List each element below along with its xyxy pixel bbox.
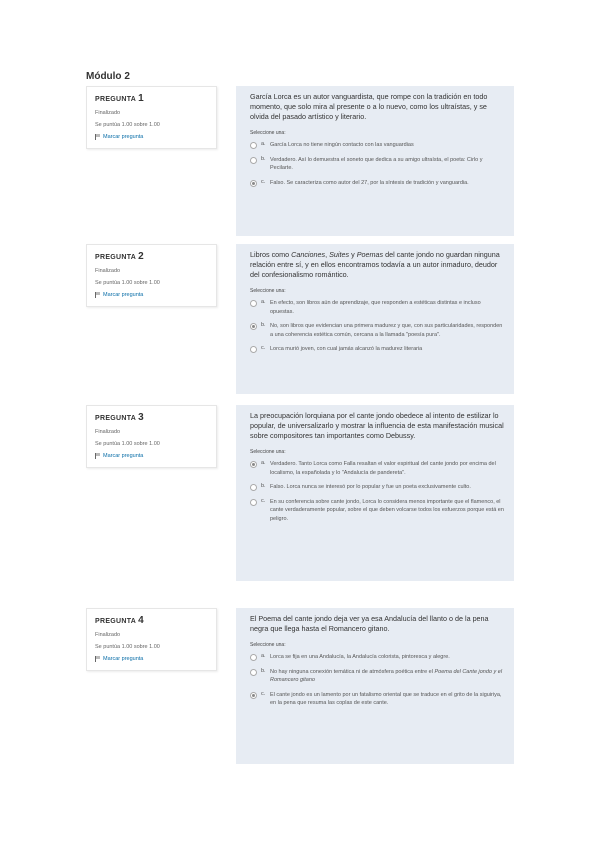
question-status: Finalizado (95, 268, 121, 274)
flag-question-link[interactable] (95, 134, 216, 140)
question-3 (86, 405, 514, 581)
question-title (95, 93, 216, 104)
flag-question-link[interactable] (95, 656, 216, 662)
answer-option-b[interactable] (250, 156, 504, 173)
question-info (86, 608, 217, 671)
select-label: Seleccione una: (250, 642, 286, 648)
question-status: Finalizado (95, 110, 121, 116)
flag-icon (95, 453, 100, 459)
option-text: No, son libros que evidencian una primera madurez y que, con sus particularidades, responden a una coherencia estética común, cercana a la llamada "poesía pura". (270, 323, 503, 338)
flag-question-link[interactable] (95, 292, 216, 298)
flag-icon (95, 292, 100, 298)
option-letter: c. (261, 345, 266, 351)
answer-option-c[interactable] (250, 498, 504, 524)
question-status: Finalizado (95, 429, 121, 435)
radio-button[interactable] (250, 654, 257, 661)
question-info (86, 244, 217, 307)
option-text: No hay ninguna conexión temática ni de atmósfera poética entre el Poema del Cante jondo y el Romancero gitano (270, 668, 503, 683)
question-2 (86, 244, 514, 394)
question-label: PREGUNTA (95, 415, 137, 422)
radio-button[interactable] (250, 499, 257, 506)
option-letter: a. (261, 299, 266, 305)
option-text: Verdadero. Así lo demuestra el soneto que dedica a su amigo ultraísta, el poeta: Cirlo y Pecilarte. (270, 156, 483, 171)
question-text: García Lorca es un autor vanguardista, que rompe con la tradición en todo momento, que solo mira al presente o a lo nuevo, como los ultraístas, y se olvida del pasado artístico y literario. (250, 92, 488, 121)
option-text: Lorca se fija en una Andalucía, la Andalucía colorista, pintoresca y alegre. (270, 654, 450, 660)
question-score: Se puntúa 1.00 sobre 1.00 (95, 644, 160, 650)
answer-option-b[interactable] (250, 668, 504, 685)
option-letter: b. (261, 322, 266, 328)
select-label: Seleccione una: (250, 449, 286, 455)
option-letter: b. (261, 667, 266, 674)
question-score: Se puntúa 1.00 sobre 1.00 (95, 122, 160, 128)
question-content (236, 86, 514, 236)
question-content (236, 608, 514, 764)
question-content (236, 244, 514, 394)
option-letter: a. (261, 460, 266, 466)
question-number: 3 (138, 412, 145, 423)
select-label: Seleccione una: (250, 130, 286, 136)
option-letter: b. (261, 483, 266, 489)
radio-button[interactable] (250, 323, 257, 330)
flag-label: Marcar pregunta (103, 453, 144, 459)
option-letter: c. (261, 690, 266, 697)
question-title (95, 251, 216, 262)
answer-option-a[interactable] (250, 460, 504, 477)
answer-option-b[interactable] (250, 483, 504, 492)
question-status: Finalizado (95, 632, 121, 638)
option-text: En su conferencia sobre cante jondo, Lorca lo considera menos importante que el flamenco, el cante verdaderamente popular, sobre el que deben volcarse todos los esfuerzos porque está en peligro. (270, 498, 504, 522)
radio-button[interactable] (250, 669, 257, 676)
radio-button[interactable] (250, 142, 257, 149)
option-text: El cante jondo es un lamento por un fatalismo oriental que se traduce en el grito de la siguiriya, en la pena que resuma las coplas de este cante. (270, 691, 502, 706)
question-text: Libros como Canciones, Suites y Poemas del cante jondo no guardan ninguna relación entre sí, y en ellos encontramos todavía a un autor inmaduro, deudor del confesionalismo romántico. (250, 250, 500, 279)
radio-button[interactable] (250, 461, 257, 468)
select-label: Seleccione una: (250, 288, 286, 294)
radio-button[interactable] (250, 300, 257, 307)
flag-icon (95, 656, 100, 662)
radio-button[interactable] (250, 180, 257, 187)
radio-button[interactable] (250, 484, 257, 491)
radio-button[interactable] (250, 346, 257, 353)
question-info (86, 86, 217, 149)
question-4 (86, 608, 514, 764)
answer-option-a[interactable] (250, 653, 504, 662)
question-text: El Poema del cante jondo deja ver ya esa Andalucía del llanto o de la pena negra que llega hasta el Romancero gitano. (250, 614, 489, 633)
flag-question-link[interactable] (95, 453, 216, 459)
question-title (95, 615, 216, 626)
option-text: Falso. Lorca nunca se interesó por lo popular y fue un poeta exclusivamente culto. (270, 484, 471, 490)
radio-button[interactable] (250, 692, 257, 699)
option-letter: c. (261, 178, 266, 185)
question-title (95, 412, 216, 423)
question-1 (86, 86, 514, 236)
option-text: Lorca murió joven, con cual jamás alcanzó la madurez literaria (270, 346, 423, 352)
answer-option-a[interactable] (250, 299, 504, 316)
option-letter: a. (261, 141, 266, 147)
answer-option-c[interactable] (250, 179, 504, 188)
question-content (236, 405, 514, 581)
question-label: PREGUNTA (95, 618, 137, 625)
question-label: PREGUNTA (95, 96, 137, 103)
option-letter: b. (261, 155, 266, 162)
flag-label: Marcar pregunta (103, 656, 144, 662)
option-letter: a. (261, 653, 266, 659)
question-info (86, 405, 217, 468)
option-text: Verdadero. Tanto Lorca como Falla resaltan el valor espiritual del cante jondo por encima del localismo, la españolada y lo "Andalucía de pandereta". (270, 461, 496, 476)
question-number: 1 (138, 93, 145, 104)
question-label: PREGUNTA (95, 254, 137, 261)
option-text: Falso. Se caracteriza como autor del 27, por la síntesis de tradición y vanguardia. (270, 179, 469, 186)
question-number: 4 (138, 615, 145, 626)
question-text: La preocupación lorquiana por el cante jondo obedece al intento de estilizar lo popular, de universalizarlo y mostrar la influencia de esta manifestación musical sobre compositores tan importantes como Debussy. (250, 411, 504, 440)
flag-icon (95, 134, 100, 140)
option-text: En efecto, son libros aún de aprendizaje, que responden a estéticas distintas e incluso opuestas. (270, 300, 481, 315)
radio-button[interactable] (250, 157, 257, 164)
question-score: Se puntúa 1.00 sobre 1.00 (95, 280, 160, 286)
module-title: Módulo 2 (86, 71, 130, 82)
flag-label: Marcar pregunta (103, 134, 144, 140)
flag-label: Marcar pregunta (103, 292, 144, 298)
question-score: Se puntúa 1.00 sobre 1.00 (95, 441, 160, 447)
question-number: 2 (138, 251, 145, 262)
answer-option-a[interactable] (250, 141, 504, 150)
option-text: García Lorca no tiene ningún contacto con las vanguardias (270, 142, 414, 148)
answer-option-b[interactable] (250, 322, 504, 339)
answer-option-c[interactable] (250, 691, 504, 708)
answer-option-c[interactable] (250, 345, 504, 354)
option-letter: c. (261, 497, 266, 504)
